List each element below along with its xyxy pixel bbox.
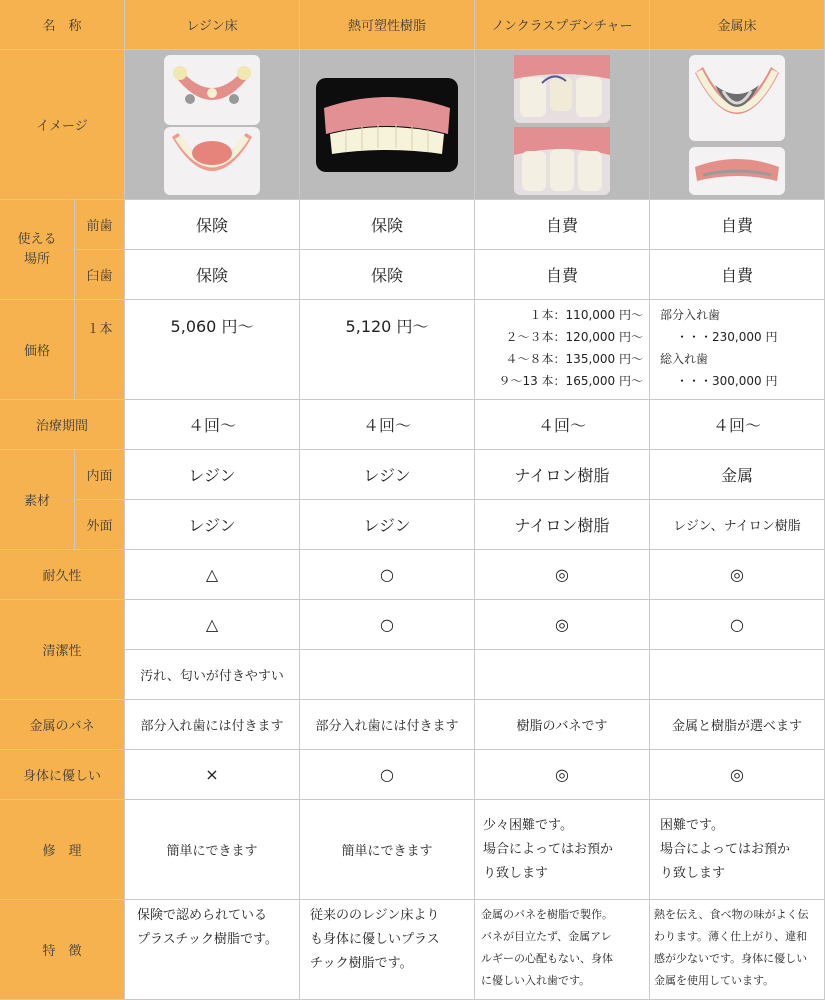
repair-nonclasp-line: り致します	[483, 865, 549, 881]
features-metal-line: 金属を使用しています。	[654, 974, 775, 987]
material-inner-thermoplastic: レジン	[300, 450, 475, 500]
features-resin-line: 保険で認められている	[137, 908, 268, 923]
repair-metal-line: 場合によってはお預か	[660, 841, 791, 857]
price-nonclasp	[475, 300, 650, 400]
period-label: 治療期間	[0, 400, 125, 450]
price-nonclasp-line: ２〜３本：120,000 円〜	[505, 330, 643, 344]
material-inner-metal: 金属	[650, 450, 825, 500]
period-metal: ４回〜	[650, 400, 825, 450]
cleanliness-label: 清潔性	[0, 600, 125, 700]
body-nonclasp: ◎	[475, 750, 650, 800]
repair-metal-line: り致します	[660, 865, 726, 881]
cleanliness-nonclasp: ◎	[475, 600, 650, 650]
period-thermoplastic: ４回〜	[300, 400, 475, 450]
usage-label	[0, 200, 75, 300]
features-nonclasp-line: 金属のバネを樹脂で製作。	[481, 908, 613, 921]
body-label: 身体に優しい	[0, 750, 125, 800]
price-nonclasp-line: ４〜８本：135,000 円〜	[505, 352, 643, 366]
repair-label: 修 理	[0, 800, 125, 900]
usage-molar-label: 臼歯	[75, 250, 125, 300]
repair-nonclasp-line: 場合によってはお預か	[483, 841, 614, 857]
features-metal-line: 熱を伝え、食べ物の味がよく伝	[654, 908, 809, 921]
price-nonclasp-line: ９〜13 本：165,000 円〜	[498, 374, 643, 388]
usage-molar-thermoplastic: 保険	[300, 250, 475, 300]
resin-denture-image	[125, 50, 300, 200]
price-nonclasp-line: １本：110,000 円〜	[529, 308, 643, 322]
price-metal-line: 総入れ歯	[660, 352, 709, 366]
durability-nonclasp: ◎	[475, 550, 650, 600]
material-inner-label: 内面	[75, 450, 125, 500]
spring-resin: 部分入れ歯には付きます	[125, 700, 300, 750]
header-col-resin: レジン床	[125, 0, 300, 50]
repair-resin: 簡単にできます	[125, 800, 300, 900]
cleanliness-metal: ○	[650, 600, 825, 650]
material-outer-thermoplastic: レジン	[300, 500, 475, 550]
material-outer-metal: レジン、ナイロン樹脂	[650, 500, 825, 550]
nonclasp-denture-photo	[514, 55, 610, 195]
features-label: 特 徴	[0, 900, 125, 1000]
durability-resin: △	[125, 550, 300, 600]
repair-nonclasp	[475, 800, 650, 900]
price-sub-label: １本	[75, 300, 125, 400]
features-metal-line: わります。薄く仕上がり、違和	[654, 930, 808, 943]
spring-nonclasp: 樹脂のバネです	[475, 700, 650, 750]
usage-front-label: 前歯	[75, 200, 125, 250]
usage-molar-resin: 保険	[125, 250, 300, 300]
header-name-label: 名 称	[0, 0, 125, 50]
material-inner-resin: レジン	[125, 450, 300, 500]
thermoplastic-denture-image	[300, 50, 475, 200]
cleanliness-note-empty	[650, 650, 825, 700]
material-outer-resin: レジン	[125, 500, 300, 550]
price-metal-line: 部分入れ歯	[660, 308, 721, 322]
spring-metal: 金属と樹脂が選べます	[650, 700, 825, 750]
usage-molar-metal: 自費	[650, 250, 825, 300]
cleanliness-resin: △	[125, 600, 300, 650]
repair-metal	[650, 800, 825, 900]
material-label: 素材	[0, 450, 75, 550]
usage-front-resin: 保険	[125, 200, 300, 250]
body-resin: ×	[125, 750, 300, 800]
image-row-label: イメージ	[0, 50, 125, 200]
repair-thermoplastic: 簡単にできます	[300, 800, 475, 900]
features-metal-line: 感が少ないです。身体に優しい	[654, 952, 808, 965]
body-metal: ◎	[650, 750, 825, 800]
spring-thermoplastic: 部分入れ歯には付きます	[300, 700, 475, 750]
metal-denture-photo	[689, 55, 785, 195]
material-outer-label: 外面	[75, 500, 125, 550]
durability-label: 耐久性	[0, 550, 125, 600]
repair-nonclasp-line: 少々困難です。	[483, 817, 573, 833]
header-col-metal: 金属床	[650, 0, 825, 50]
durability-thermoplastic: ○	[300, 550, 475, 600]
features-resin	[125, 900, 300, 1000]
features-nonclasp-line: に優しい入れ歯です。	[481, 974, 591, 987]
body-thermoplastic: ○	[300, 750, 475, 800]
spring-label: 金属のバネ	[0, 700, 125, 750]
material-outer-nonclasp: ナイロン樹脂	[475, 500, 650, 550]
price-thermoplastic: 5,120 円〜	[300, 300, 475, 400]
usage-label-text: 使える場所	[17, 231, 57, 267]
usage-front-nonclasp: 自費	[475, 200, 650, 250]
price-metal-line: ・・・300,000 円	[676, 374, 778, 388]
features-nonclasp	[475, 900, 650, 1000]
period-resin: ４回〜	[125, 400, 300, 450]
features-resin-line: プラスチック樹脂です。	[137, 932, 278, 947]
features-thermoplastic-line: 従来ののレジン床より	[310, 908, 440, 923]
header-col-thermoplastic: 熱可塑性樹脂	[300, 0, 475, 50]
features-nonclasp-line: バネが目立たず、金属アレ	[481, 930, 612, 943]
repair-metal-line: 困難です。	[660, 817, 724, 833]
features-thermoplastic-line: も身体に優しいプラス	[310, 932, 440, 947]
price-metal-line: ・・・230,000 円	[676, 330, 778, 344]
features-thermoplastic-line: チック樹脂です。	[310, 956, 413, 971]
durability-metal: ◎	[650, 550, 825, 600]
material-inner-nonclasp: ナイロン樹脂	[475, 450, 650, 500]
cleanliness-thermoplastic: ○	[300, 600, 475, 650]
usage-front-thermoplastic: 保険	[300, 200, 475, 250]
features-nonclasp-line: ルギーの心配もない、身体	[481, 952, 613, 965]
cleanliness-note-empty	[475, 650, 650, 700]
cleanliness-note-empty	[300, 650, 475, 700]
price-label: 価格	[0, 300, 75, 400]
header-col-nonclasp: ノンクラスプデンチャー	[475, 0, 650, 50]
price-resin: 5,060 円〜	[125, 300, 300, 400]
resin-denture-photo	[164, 55, 260, 195]
features-metal	[650, 900, 825, 1000]
features-thermoplastic	[300, 900, 475, 1000]
price-metal	[650, 300, 825, 400]
thermoplastic-denture-photo	[316, 78, 458, 172]
usage-molar-nonclasp: 自費	[475, 250, 650, 300]
period-nonclasp: ４回〜	[475, 400, 650, 450]
metal-denture-image	[650, 50, 825, 200]
usage-front-metal: 自費	[650, 200, 825, 250]
cleanliness-note-resin: 汚れ、匂いが付きやすい	[125, 650, 300, 700]
nonclasp-denture-image	[475, 50, 650, 200]
